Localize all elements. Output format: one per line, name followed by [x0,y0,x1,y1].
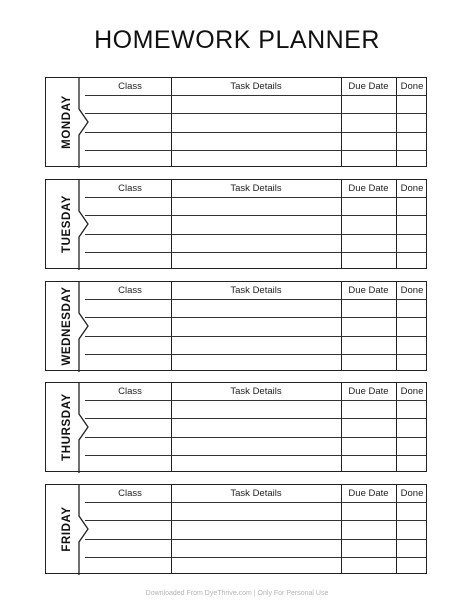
entry-cell-done[interactable] [396,520,428,538]
entry-cell-due-date[interactable] [341,539,396,557]
entry-cell-task-details[interactable] [171,502,341,520]
entry-cell-class[interactable] [89,400,171,418]
column-header-due-date: Due Date [348,285,389,296]
column-header-due-date: Due Date [348,386,389,397]
entry-cell-task-details[interactable] [171,539,341,557]
entry-cell-done[interactable] [396,354,428,372]
entry-cell-due-date[interactable] [341,336,396,354]
day-tab [46,180,89,268]
entry-cell-task-details[interactable] [171,400,341,418]
entry-cell-done[interactable] [396,317,428,335]
entry-cell-class[interactable] [89,252,171,270]
day-block-tuesday [45,179,427,269]
entry-cell-done[interactable] [396,215,428,233]
entry-cell-task-details[interactable] [171,234,341,252]
entry-cell-due-date[interactable] [341,418,396,436]
day-tab [46,78,89,166]
column-header-due-date: Due Date [348,183,389,194]
entry-cell-due-date[interactable] [341,502,396,520]
day-tab [46,383,89,471]
entry-cell-task-details[interactable] [171,418,341,436]
entry-cell-done[interactable] [396,400,428,418]
entry-cell-task-details[interactable] [171,520,341,538]
entry-cell-due-date[interactable] [341,400,396,418]
column-header-done: Done [400,285,424,296]
entry-cell-done[interactable] [396,95,428,113]
entry-cell-task-details[interactable] [171,150,341,168]
entry-cell-class[interactable] [89,113,171,131]
entry-cell-class[interactable] [89,234,171,252]
entry-cell-class[interactable] [89,502,171,520]
entry-cell-due-date[interactable] [341,234,396,252]
entry-cell-class[interactable] [89,197,171,215]
entry-cell-done[interactable] [396,437,428,455]
entry-cell-class[interactable] [89,539,171,557]
entry-cell-due-date[interactable] [341,132,396,150]
entry-cell-due-date[interactable] [341,557,396,575]
entry-cell-done[interactable] [396,336,428,354]
column-header-task-details: Task Details [230,81,282,92]
entry-cell-task-details[interactable] [171,95,341,113]
entry-cell-class[interactable] [89,336,171,354]
column-header-due-date: Due Date [348,81,389,92]
entry-cell-done[interactable] [396,132,428,150]
entry-cell-due-date[interactable] [341,437,396,455]
entry-cell-due-date[interactable] [341,520,396,538]
day-tab [46,485,89,573]
entry-cell-done[interactable] [396,502,428,520]
entry-cell-task-details[interactable] [171,197,341,215]
entry-cell-done[interactable] [396,113,428,131]
entry-cell-due-date[interactable] [341,150,396,168]
entry-cell-class[interactable] [89,95,171,113]
entry-cell-task-details[interactable] [171,132,341,150]
column-header-class: Class [118,81,142,92]
entry-cell-due-date[interactable] [341,317,396,335]
entry-cell-class[interactable] [89,299,171,317]
entry-cell-class[interactable] [89,455,171,473]
entry-cell-task-details[interactable] [171,336,341,354]
column-header-task-details: Task Details [230,183,282,194]
entry-cell-task-details[interactable] [171,215,341,233]
column-header-done: Done [400,81,424,92]
entry-cell-class[interactable] [89,150,171,168]
column-header-done: Done [400,183,424,194]
entry-cell-task-details[interactable] [171,299,341,317]
entry-cell-class[interactable] [89,215,171,233]
column-header-task-details: Task Details [230,386,282,397]
entry-cell-due-date[interactable] [341,455,396,473]
entry-cell-task-details[interactable] [171,455,341,473]
column-header-class: Class [118,183,142,194]
entry-cell-done[interactable] [396,418,428,436]
day-label: TUESDAY [61,194,73,254]
entry-cell-task-details[interactable] [171,437,341,455]
entry-cell-task-details[interactable] [171,354,341,372]
entry-cell-done[interactable] [396,197,428,215]
day-tab [46,282,89,370]
entry-cell-due-date[interactable] [341,354,396,372]
day-label: WEDNESDAY [61,286,73,366]
column-header-task-details: Task Details [230,285,282,296]
entry-cell-due-date[interactable] [341,215,396,233]
entry-cell-done[interactable] [396,299,428,317]
entry-cell-class[interactable] [89,132,171,150]
entry-cell-done[interactable] [396,234,428,252]
footer-text: Downloaded From DyeThrive.com | Only For Personal Use [145,590,329,597]
entry-cell-task-details[interactable] [171,557,341,575]
page-title: HOMEWORK PLANNER [94,26,380,54]
day-block-wednesday [45,281,427,371]
entry-cell-task-details[interactable] [171,252,341,270]
entry-cell-due-date[interactable] [341,197,396,215]
entry-cell-done[interactable] [396,455,428,473]
column-header-class: Class [118,285,142,296]
entry-cell-class[interactable] [89,437,171,455]
entry-cell-task-details[interactable] [171,113,341,131]
entry-cell-class[interactable] [89,520,171,538]
entry-cell-done[interactable] [396,557,428,575]
entry-cell-class[interactable] [89,557,171,575]
day-block-monday [45,77,427,167]
column-header-done: Done [400,488,424,499]
day-label: MONDAY [61,95,73,149]
entry-cell-done[interactable] [396,150,428,168]
entry-cell-due-date[interactable] [341,252,396,270]
entry-cell-class[interactable] [89,354,171,372]
column-header-class: Class [118,386,142,397]
column-header-done: Done [400,386,424,397]
entry-cell-class[interactable] [89,418,171,436]
column-header-due-date: Due Date [348,488,389,499]
day-label: THURSDAY [61,393,73,461]
entry-cell-done[interactable] [396,539,428,557]
entry-cell-done[interactable] [396,252,428,270]
entry-cell-due-date[interactable] [341,95,396,113]
entry-cell-class[interactable] [89,317,171,335]
entry-cell-due-date[interactable] [341,113,396,131]
column-header-class: Class [118,488,142,499]
day-label: FRIDAY [61,506,73,552]
entry-cell-task-details[interactable] [171,317,341,335]
day-block-friday [45,484,427,574]
entry-cell-due-date[interactable] [341,299,396,317]
day-block-thursday [45,382,427,472]
column-header-task-details: Task Details [230,488,282,499]
